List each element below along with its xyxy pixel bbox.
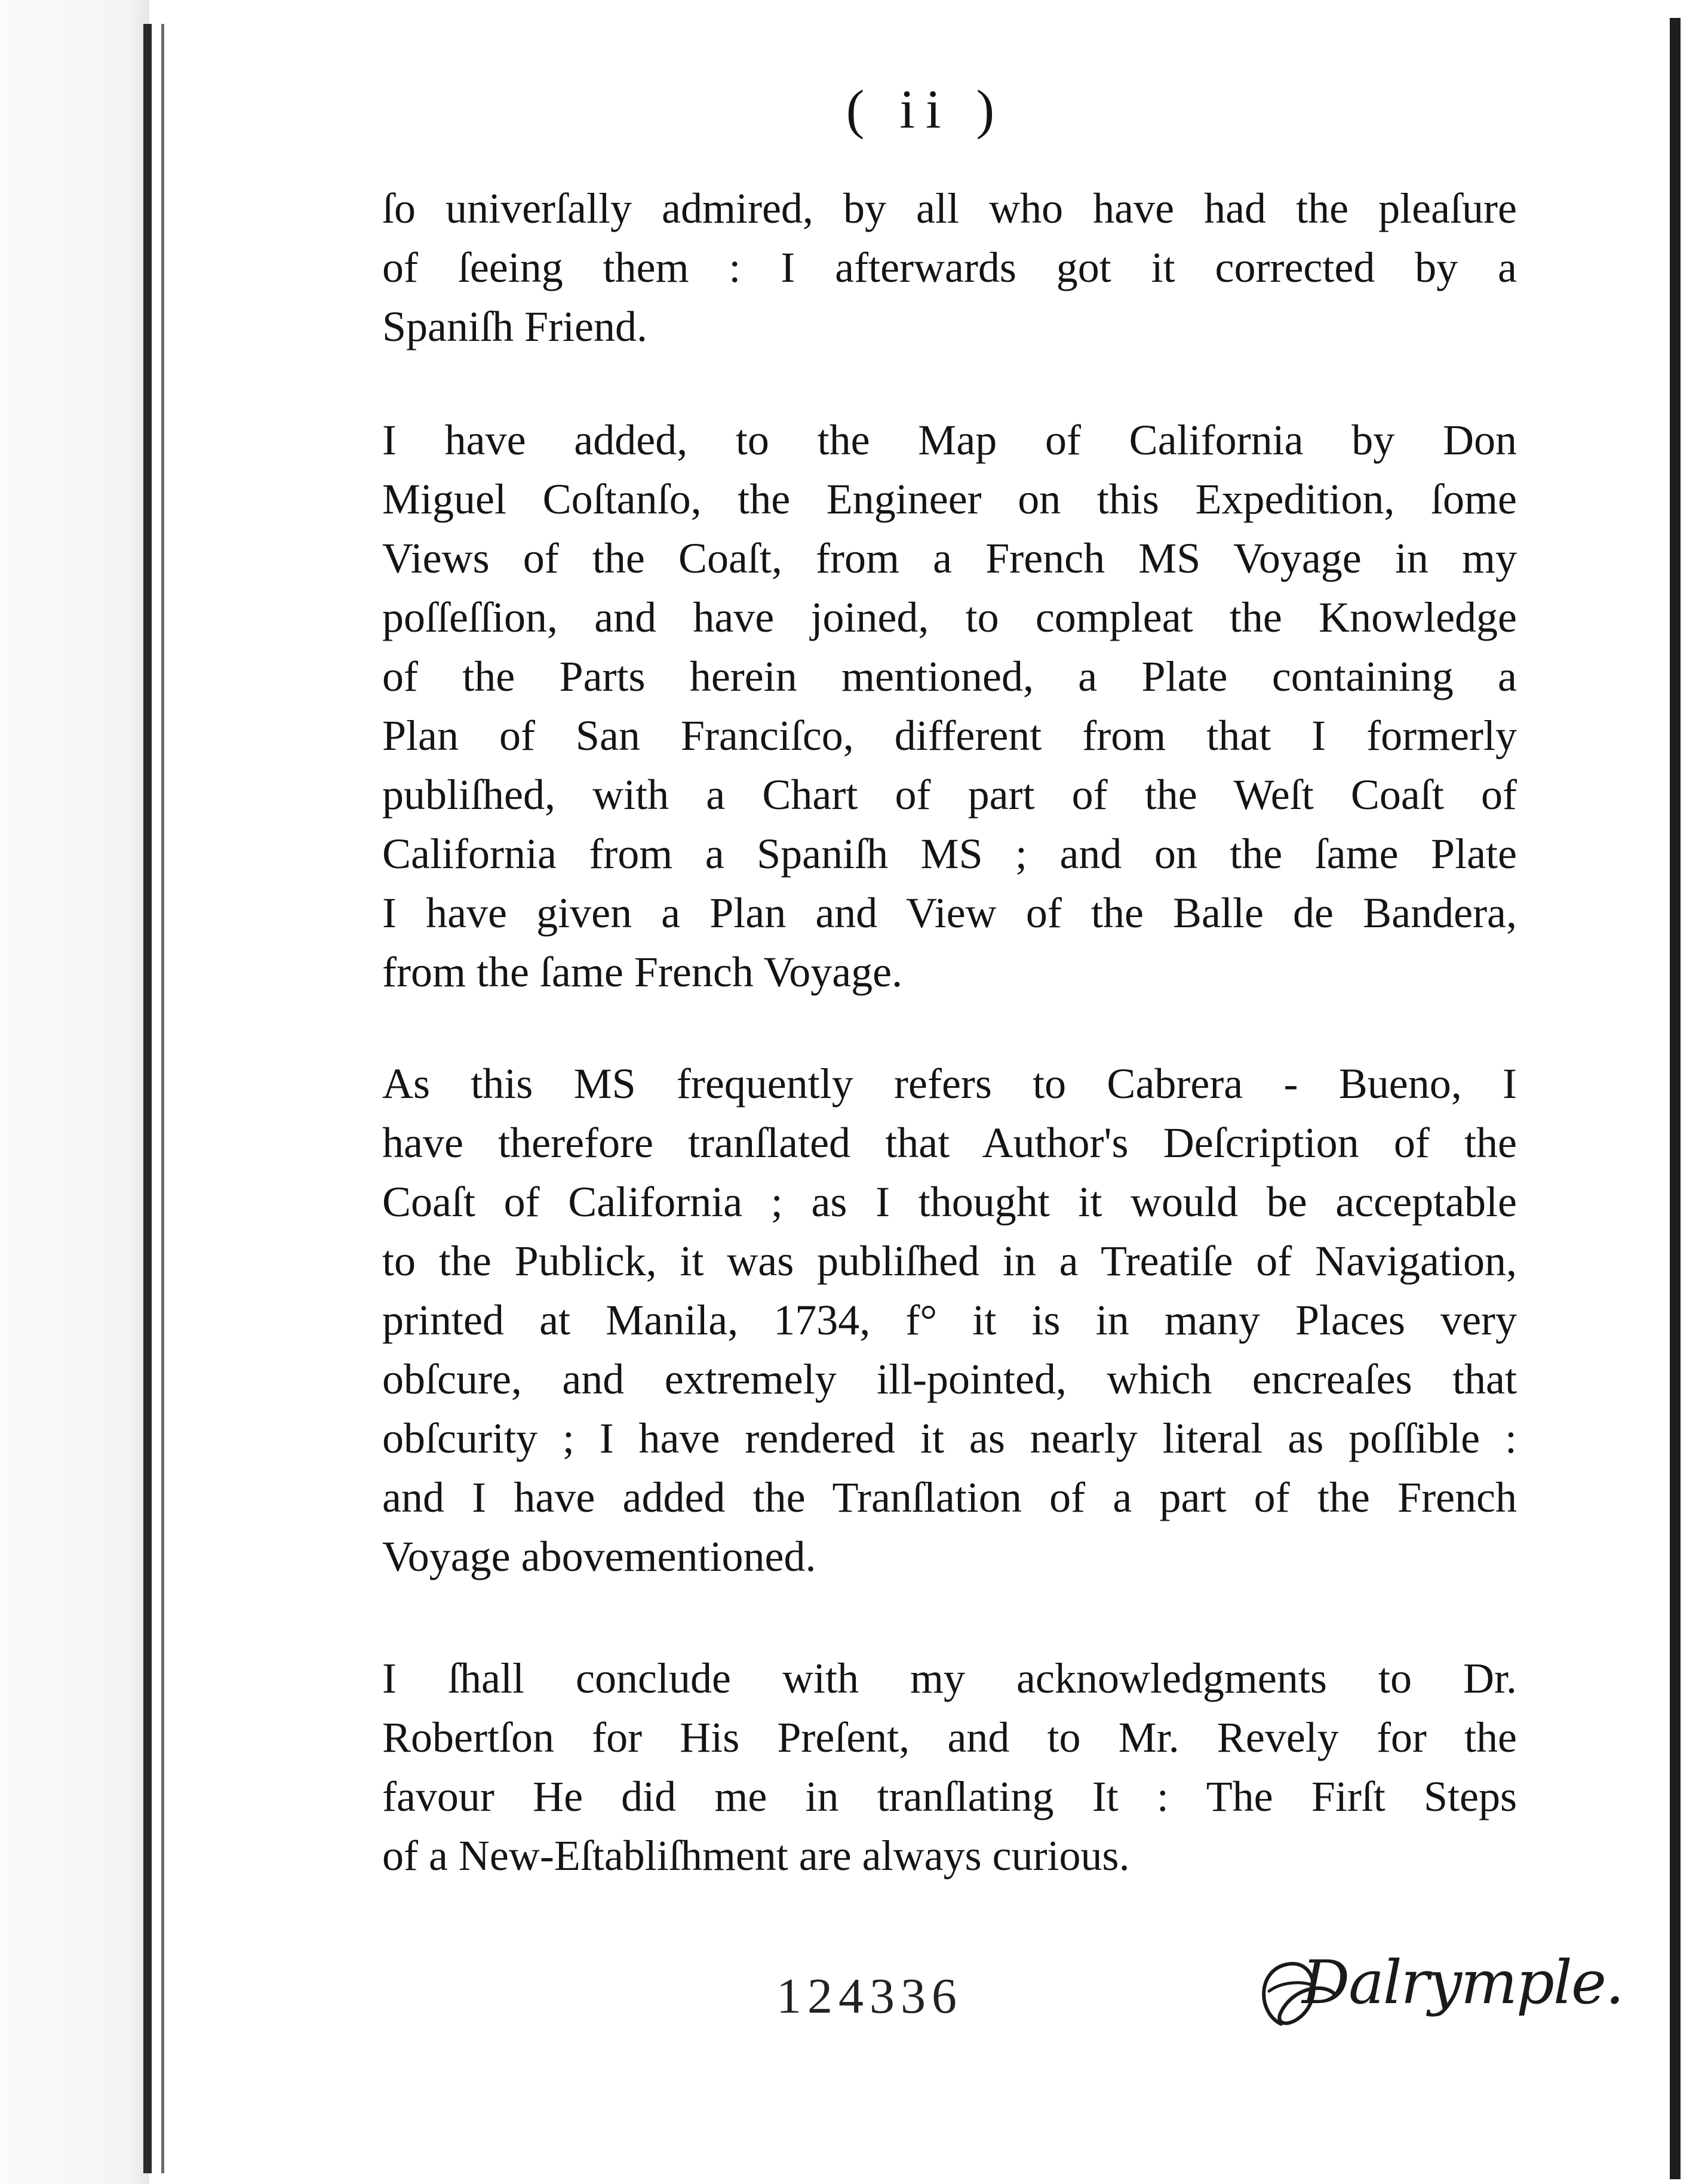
text-line: Robertſon for His Preſent, and to Mr. Revely for the (382, 1714, 1517, 1761)
text-line: I have given a Plan and View of the Balle de Bandera, (382, 889, 1517, 937)
text-line: Coaſt of California ; as I thought it would be acceptable (382, 1178, 1517, 1226)
text-line: to the Publick, it was publiſhed in a Treatiſe of Navigation, (382, 1237, 1517, 1285)
text-line: favour He did me in tranſlating It : The Firſt Steps (382, 1773, 1517, 1820)
binding-edge-inner (161, 24, 164, 2173)
text-line: of the Parts herein mentioned, a Plate containing a (382, 653, 1517, 700)
text-line: obſcure, and extremely ill-pointed, which encreaſes that (382, 1355, 1517, 1403)
text-line: Miguel Coſtanſo, the Engineer on this Expedition, ſome (382, 475, 1517, 523)
text-line: ſo univerſally admired, by all who have had the pleaſure (382, 184, 1517, 232)
text-line: obſcurity ; I have rendered it as nearly literal as poſſible : (382, 1414, 1517, 1462)
binding-edge (143, 24, 152, 2173)
text-line: Views of the Coaſt, from a French MS Voyage in my (382, 534, 1517, 582)
text-line: As this MS frequently refers to Cabrera - Bueno, I (382, 1060, 1517, 1108)
scan-left-margin (0, 0, 149, 2184)
text-line: and I have added the Tranſlation of a part of the French (382, 1474, 1517, 1521)
text-line: I have added, to the Map of California by Don (382, 416, 1517, 464)
text-line: have therefore tranſlated that Author's Deſcription of the (382, 1119, 1517, 1167)
page-number: ( ii ) (846, 79, 1006, 140)
text-line: of ſeeing them : I afterwards got it corrected by a (382, 244, 1517, 291)
text-line: poſſeſſion, and have joined, to compleat the Knowledge (382, 593, 1517, 641)
signature: Dalrymple. (1302, 1948, 1623, 2017)
paragraph-4 (382, 1649, 1517, 1885)
paragraph-3 (382, 1054, 1517, 1586)
paragraph-2 (382, 411, 1517, 1002)
text-line: Plan of San Franciſco, different from that I formerly (382, 712, 1517, 759)
paragraph-1 (382, 179, 1517, 356)
text-line: Voyage abovementioned. (382, 1533, 816, 1580)
text-line: I ſhall conclude with my acknowledgments to Dr. (382, 1654, 1517, 1702)
text-line: California from a Spaniſh MS ; and on the ſame Plate (382, 830, 1517, 878)
page-right-edge (1670, 18, 1681, 2179)
catalog-number: 124336 (776, 1968, 963, 2024)
text-line: printed at Manila, 1734, f° it is in many Places very (382, 1296, 1517, 1344)
text-line: from the ſame French Voyage. (382, 948, 903, 996)
text-line: publiſhed, with a Chart of part of the Weſt Coaſt of (382, 771, 1517, 819)
text-line: Spaniſh Friend. (382, 303, 647, 350)
text-line: of a New-Eſtabliſhment are always curious. (382, 1832, 1130, 1880)
